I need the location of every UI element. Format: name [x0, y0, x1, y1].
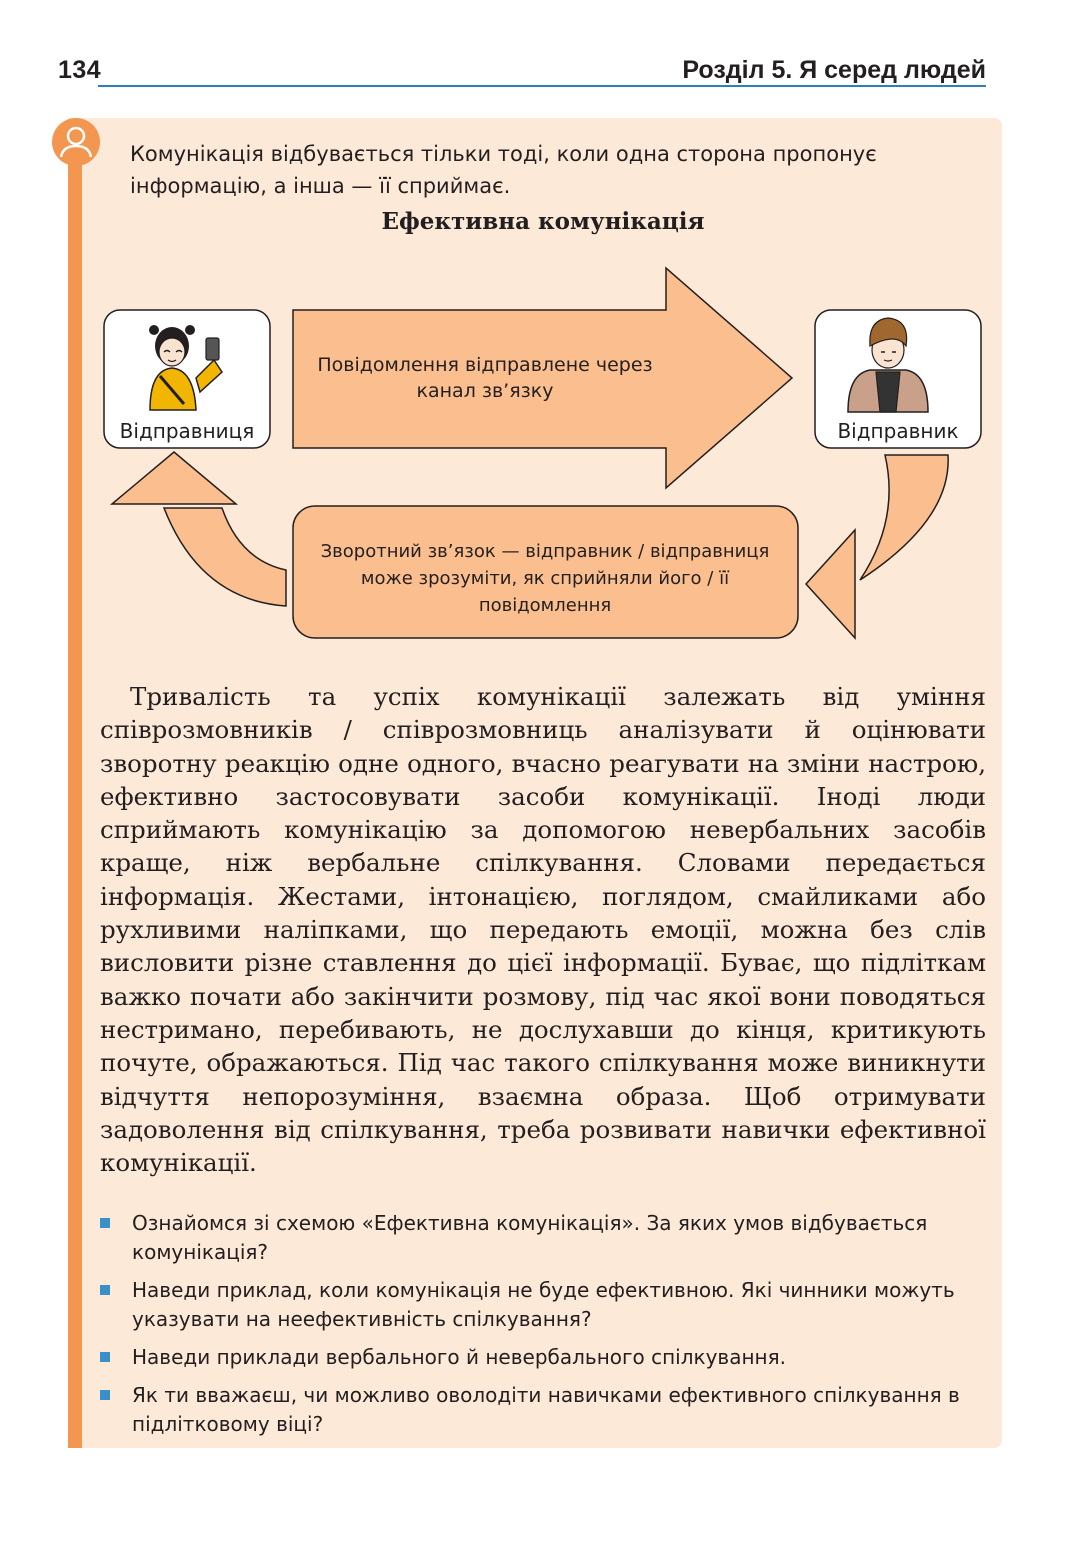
feedback-arrow-right	[860, 455, 948, 580]
question-text: Як ти вважаєш, чи можливо оволодіти навичками ефективного спілкування в підлітковому віці?	[132, 1383, 960, 1436]
question-text: Ознайомся зі схемою «Ефективна комунікація». За яких умов відбувається комунікація?	[132, 1211, 928, 1264]
page-number: 134	[58, 56, 102, 84]
question-text: Наведи приклад, коли комунікація не буде ефективною. Які чинники можуть указувати на неефективність спілкування?	[132, 1278, 955, 1331]
question-item	[100, 1276, 990, 1334]
diagram-title: Ефективна комунікація	[381, 208, 705, 235]
question-item	[100, 1381, 990, 1439]
message-arrow-text: Повідомлення відправлене через канал зв’язку	[317, 354, 653, 402]
intro-text: Комунікація відбувається тільки тоді, коли одна сторона пропонує інформацію, а інша — її сприймає.	[130, 142, 877, 198]
sender-female-label: Відправниця	[119, 419, 255, 443]
bullet-icon	[100, 1285, 110, 1295]
sender-male-label: Відправник	[837, 419, 959, 443]
question-list	[100, 1209, 990, 1448]
main-paragraph: Тривалість та успіх комунікації залежать від уміння співрозмовників / співрозмовниць аналізувати й оцінювати зворотну реакцію одне одного, вчасно реагувати на зміни настрою, ефективно застосовувати засоби комунікації. Іноді люди сприймають комунікацію за допомогою невербальних засобів краще, ніж вербальне спілкування. Словами передається інформація. Жестами, інтонацією, поглядом, смайликами або рухливими наліпками, що передають емоції, можна без слів висловити різне ставлення до цієї інформації. Буває, що підліткам важко почати або закінчити розмову, під час якої вони поводяться нестримано, перебивають, не дослухавши до кінця, критикують почуте, ображаються. Під час такого спілкування може виникнути відчуття непорозуміння, взаємна образа. Щоб отримувати задоволення від спілкування, треба розвивати навички ефективної комунікації.	[100, 682, 986, 1178]
question-text: Наведи приклади вербального й невербального спілкування.	[132, 1345, 787, 1369]
feedback-arrow-left	[164, 508, 286, 606]
question-item	[100, 1343, 990, 1372]
bullet-icon	[100, 1218, 110, 1228]
bullet-icon	[100, 1390, 110, 1400]
bullet-icon	[100, 1352, 110, 1362]
feedback-text: Зворотний зв’язок — відправник / відправниця може зрозуміти, як сприйняли його / її повідомлення	[320, 541, 770, 616]
question-item	[100, 1209, 990, 1267]
section-title: Розділ 5. Я серед людей	[682, 56, 986, 84]
